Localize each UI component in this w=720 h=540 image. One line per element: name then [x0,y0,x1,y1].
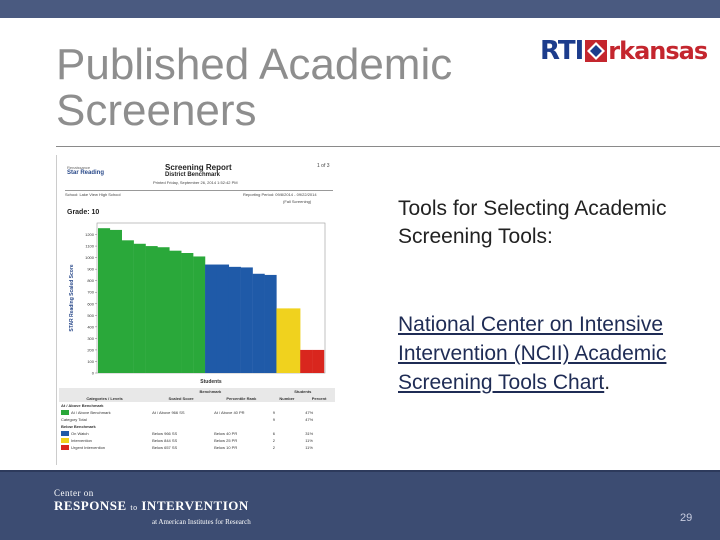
legend-swatch [61,410,69,415]
y-tick-label: 400 [87,324,94,330]
y-tick-label: 0 [91,370,94,376]
report-period-note: (Fall Screening) [283,199,312,204]
y-tick-label: 100 [87,358,94,364]
y-tick-label: 500 [87,312,94,318]
report-subtitle: District Benchmark [165,172,221,178]
y-axis-label: STAR Reading Scaled Score [69,264,75,332]
slide-title: Published Academic Screeners [56,40,453,135]
bar-at-above-benchmark [181,253,193,373]
report-school: School: Lake View High School [65,192,121,197]
bar-on-watch [205,265,217,373]
bar-at-above-benchmark [110,230,122,373]
bar-at-above-benchmark [169,251,181,373]
star-reading-logo: Renaissance Star Reading [67,165,105,176]
y-tick-label: 900 [87,266,94,272]
screening-chart [61,217,333,389]
table-row: On Watch Below 966 SS Below 40 PR 6 31% [59,430,335,437]
y-tick-label: 1100 [85,243,94,249]
bar-at-above-benchmark [157,247,169,373]
table-category-row: Below Benchmark [61,424,96,429]
table-row: Intervention Below 844 SS Below 25 PR 2 11% [59,437,335,444]
footer-rule [0,470,720,472]
table-category-row: At / Above Benchmark [61,403,104,408]
ncii-link-paragraph [398,310,688,397]
table-row: Urgent Intervention Below 657 SS Below 10 PR 2 11% [59,444,335,451]
slide-number: 29 [680,512,693,524]
report-printed-date: Printed Friday, September 26, 2014 1:52:42 PM [153,180,238,185]
legend-swatch [61,438,69,443]
rti-arkansas-logo [540,36,707,66]
bar-intervention [288,308,300,373]
intro-text: Tools for Selecting Academic Screening Tools: [398,197,667,248]
report-page-number: 1 of 3 [317,163,330,169]
center-on-rti-logo: Center on RESPONSE to INTERVENTION at American Institutes for Research [54,488,251,526]
bar-urgent-intervention [300,350,312,373]
screening-bar-chart [61,217,333,389]
legend-swatch [61,431,69,436]
table-row: Category Total 9 47% [61,417,314,422]
logo-text-rti: RTI [540,36,584,66]
bar-at-above-benchmark [122,240,134,373]
y-tick-label: 1000 [85,255,94,261]
report-title: Screening Report [165,163,232,172]
bar-at-above-benchmark [98,228,110,373]
legend-swatch [61,445,69,450]
bar-urgent-intervention [312,350,324,373]
x-axis-label: Students [200,379,222,385]
table-row: At / Above Benchmark At / Above 966 SS At / Above 40 PR 9 47% [59,409,335,416]
arkansas-flag-icon [585,40,607,62]
report-info-row [65,190,333,199]
bar-on-watch [241,267,253,373]
screening-report-image [56,155,336,465]
bar-on-watch [229,267,241,373]
bar-intervention [276,308,288,373]
bar-at-above-benchmark [193,256,205,373]
table-group-header: Benchmark Students [59,388,335,395]
link-suffix: . [604,371,611,394]
report-period: Reporting Period: 09/8/2014 - 09/22/2014 [243,192,317,197]
top-accent-bar [0,0,720,18]
y-tick-label: 1200 [85,232,94,238]
y-tick-label: 600 [87,301,94,307]
benchmark-table [59,388,335,451]
bar-on-watch [253,274,265,373]
bar-on-watch [217,265,229,373]
bar-at-above-benchmark [146,246,158,373]
ncii-chart-link[interactable]: National Center on Intensive Intervention (NCII) Academic Screening Tools Chart [398,313,667,394]
logo-text-arkansas: rkansas [608,37,708,65]
table-header-row: Categories / Levels Scaled Score Percentile Rank Number Percent [59,395,335,402]
bar-at-above-benchmark [134,244,146,373]
y-tick-label: 800 [87,278,94,284]
title-divider [56,146,720,147]
y-tick-label: 700 [87,289,94,295]
report-header [61,157,333,191]
y-tick-label: 200 [87,347,94,353]
y-tick-label: 300 [87,335,94,341]
bar-on-watch [265,275,277,373]
report-grade: Grade: 10 [67,209,100,216]
